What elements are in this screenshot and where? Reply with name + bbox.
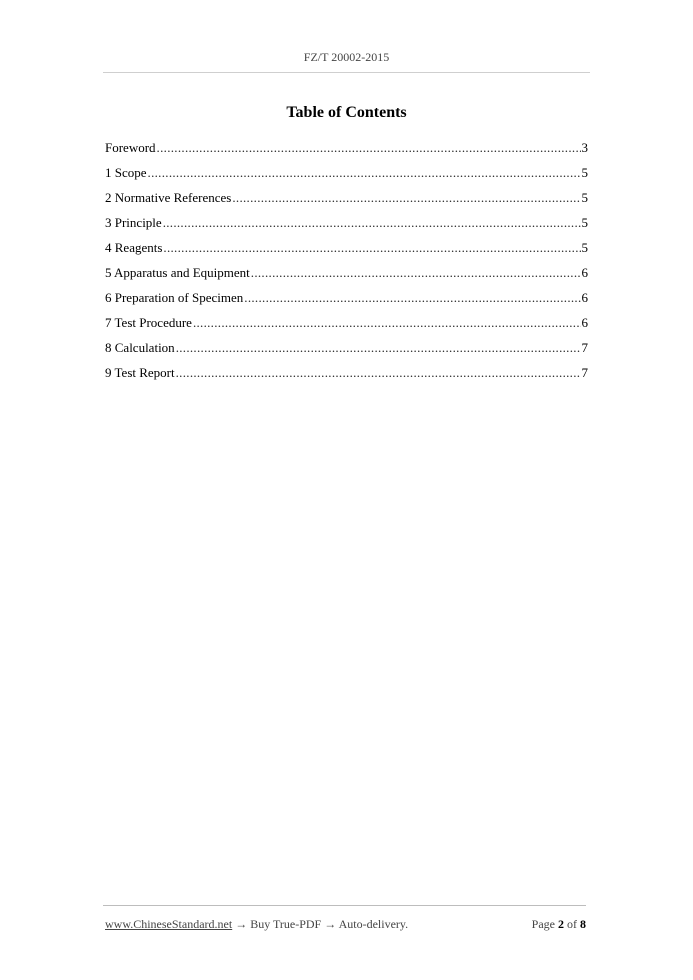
toc-entry-page: 6 [581,290,588,305]
toc-entry-label: 5 Apparatus and Equipment [105,265,250,280]
toc-entry-label: 8 Calculation [105,340,175,355]
arrow-right-icon: → [324,917,337,931]
toc-entry-page: 6 [581,265,588,280]
toc-entry-page: 6 [581,315,588,330]
toc-entry-scope[interactable] [105,165,588,190]
toc-dot-leader [244,290,580,306]
arrow-right-icon: → [235,917,248,931]
toc-entry-page: 5 [581,215,588,230]
toc-entry-page: 7 [581,340,588,355]
total-pages-number: 8 [580,917,586,931]
toc-entry-calculation[interactable] [105,340,588,365]
auto-delivery-text: Auto-delivery. [338,917,409,931]
toc-entry-label: 6 Preparation of Specimen [105,290,244,305]
toc-dot-leader [163,240,580,256]
toc-entry-page: 5 [581,165,588,180]
buy-pdf-text: Buy True-PDF [250,917,322,931]
toc-entry-label: 3 Principle [105,215,162,230]
current-page-number: 2 [558,917,564,931]
running-header [0,50,693,65]
toc-dot-leader [193,315,581,331]
of-word: of [567,917,577,931]
toc-dot-leader [157,140,581,156]
page-word: Page [531,917,555,931]
toc-entry-label: 2 Normative References [105,190,232,205]
toc-entry-page: 5 [581,190,588,205]
toc-entry-label: 7 Test Procedure [105,315,192,330]
toc-dot-leader [148,165,581,181]
toc-dot-leader [251,265,581,281]
toc-entry-label: 9 Test Report [105,365,175,380]
toc-dot-leader [163,215,581,231]
footer-divider [103,905,586,906]
toc-entry-test-report[interactable] [105,365,588,390]
page-indicator [532,917,586,932]
toc-entry-page: 3 [581,140,588,155]
standard-code: FZ/T 20002-2015 [303,50,390,64]
toc-dot-leader [176,340,581,356]
toc-entry-page: 7 [581,365,588,380]
page-footer [105,917,586,932]
toc-entry-normative-references[interactable] [105,190,588,215]
toc-entry-label: Foreword [105,140,156,155]
header-divider [103,72,590,73]
toc-entry-page: 5 [581,240,588,255]
toc-entry-principle[interactable] [105,215,588,240]
toc-dot-leader [176,365,581,381]
toc-entry-reagents[interactable] [105,240,588,265]
toc-entry-test-procedure[interactable] [105,315,588,340]
toc-entry-preparation-of-specimen[interactable] [105,290,588,315]
toc-entry-label: 1 Scope [105,165,147,180]
table-of-contents [105,140,588,390]
toc-dot-leader [232,190,580,206]
toc-title: Table of Contents [286,104,407,121]
toc-entry-foreword[interactable] [105,140,588,165]
footer-promo [105,917,408,932]
toc-entry-label: 4 Reagents [105,240,163,255]
toc-entry-apparatus-and-equipment[interactable] [105,265,588,290]
site-link[interactable]: www.ChineseStandard.net [105,917,233,931]
